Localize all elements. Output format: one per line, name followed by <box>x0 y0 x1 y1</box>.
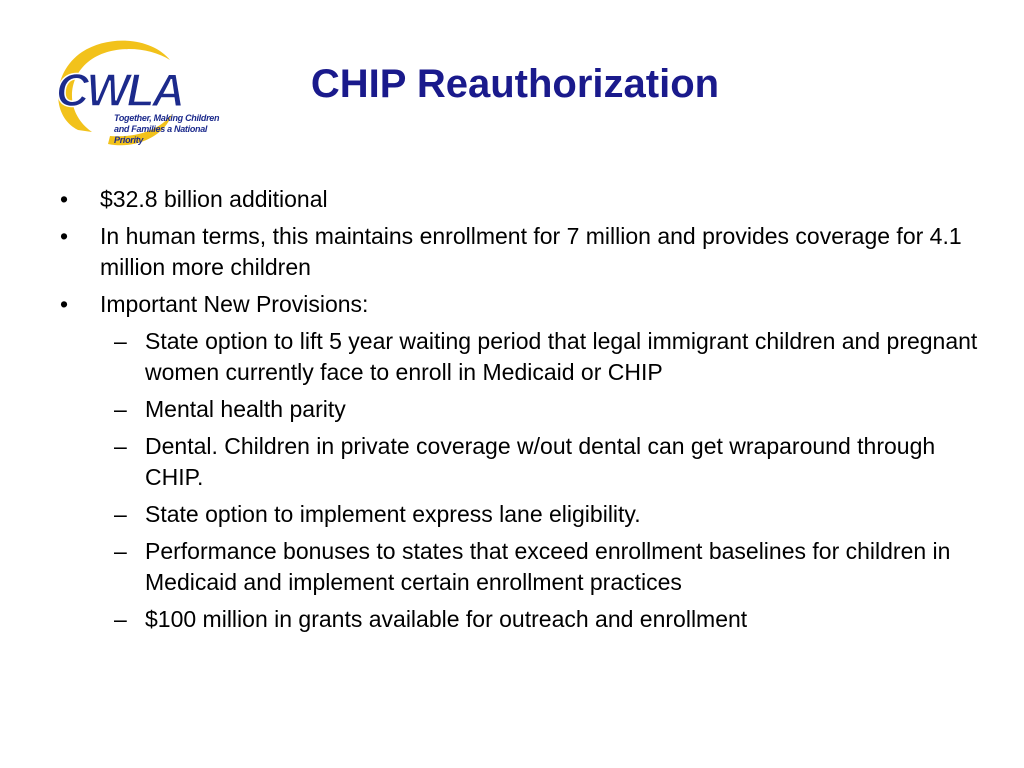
bullet-item <box>58 221 978 283</box>
cwla-logo <box>48 34 224 154</box>
sub-bullet-item <box>100 536 978 598</box>
slide-body <box>58 184 978 641</box>
sub-bullet-item <box>100 604 978 635</box>
sub-bullet-text: Dental. Children in private coverage w/out dental can get wraparound through CHIP. <box>145 433 936 490</box>
dash-marker: – <box>114 433 127 459</box>
slide-title: CHIP Reauthorization <box>310 62 720 106</box>
sub-bullet-list <box>100 326 978 635</box>
dash-marker: – <box>114 501 127 527</box>
bullet-text: Important New Provisions: <box>100 291 369 317</box>
sub-bullet-item <box>100 431 978 493</box>
dash-marker: – <box>114 328 127 354</box>
bullet-item <box>58 289 978 635</box>
logo-tagline-line2: and Families a National Priority <box>114 124 208 145</box>
dash-marker: – <box>114 606 127 632</box>
bullet-marker: • <box>60 186 69 212</box>
logo-tagline <box>114 113 224 146</box>
bullet-marker: • <box>60 291 69 317</box>
bullet-marker: • <box>60 223 69 249</box>
sub-bullet-text: $100 million in grants available for outreach and enrollment <box>145 606 748 632</box>
bullet-text: $32.8 billion additional <box>100 186 328 212</box>
logo-wordmark: CWLA <box>56 64 182 116</box>
sub-bullet-item <box>100 394 978 425</box>
sub-bullet-text: State option to implement express lane eligibility. <box>145 501 641 527</box>
dash-marker: – <box>114 396 127 422</box>
bullet-text: In human terms, this maintains enrollment for 7 million and provides coverage for 4.1 million more children <box>100 223 962 280</box>
bullet-item <box>58 184 978 215</box>
logo-tagline-line1: Together, Making Children <box>114 113 220 123</box>
sub-bullet-item <box>100 326 978 388</box>
sub-bullet-text: State option to lift 5 year waiting period that legal immigrant children and pregnant women currently face to enroll in Medicaid or CHIP <box>145 328 978 385</box>
sub-bullet-text: Performance bonuses to states that exceed enrollment baselines for children in Medicaid and implement certain enrollment practices <box>145 538 951 595</box>
dash-marker: – <box>114 538 127 564</box>
sub-bullet-text: Mental health parity <box>145 396 346 422</box>
bullet-list <box>58 184 978 635</box>
sub-bullet-item <box>100 499 978 530</box>
